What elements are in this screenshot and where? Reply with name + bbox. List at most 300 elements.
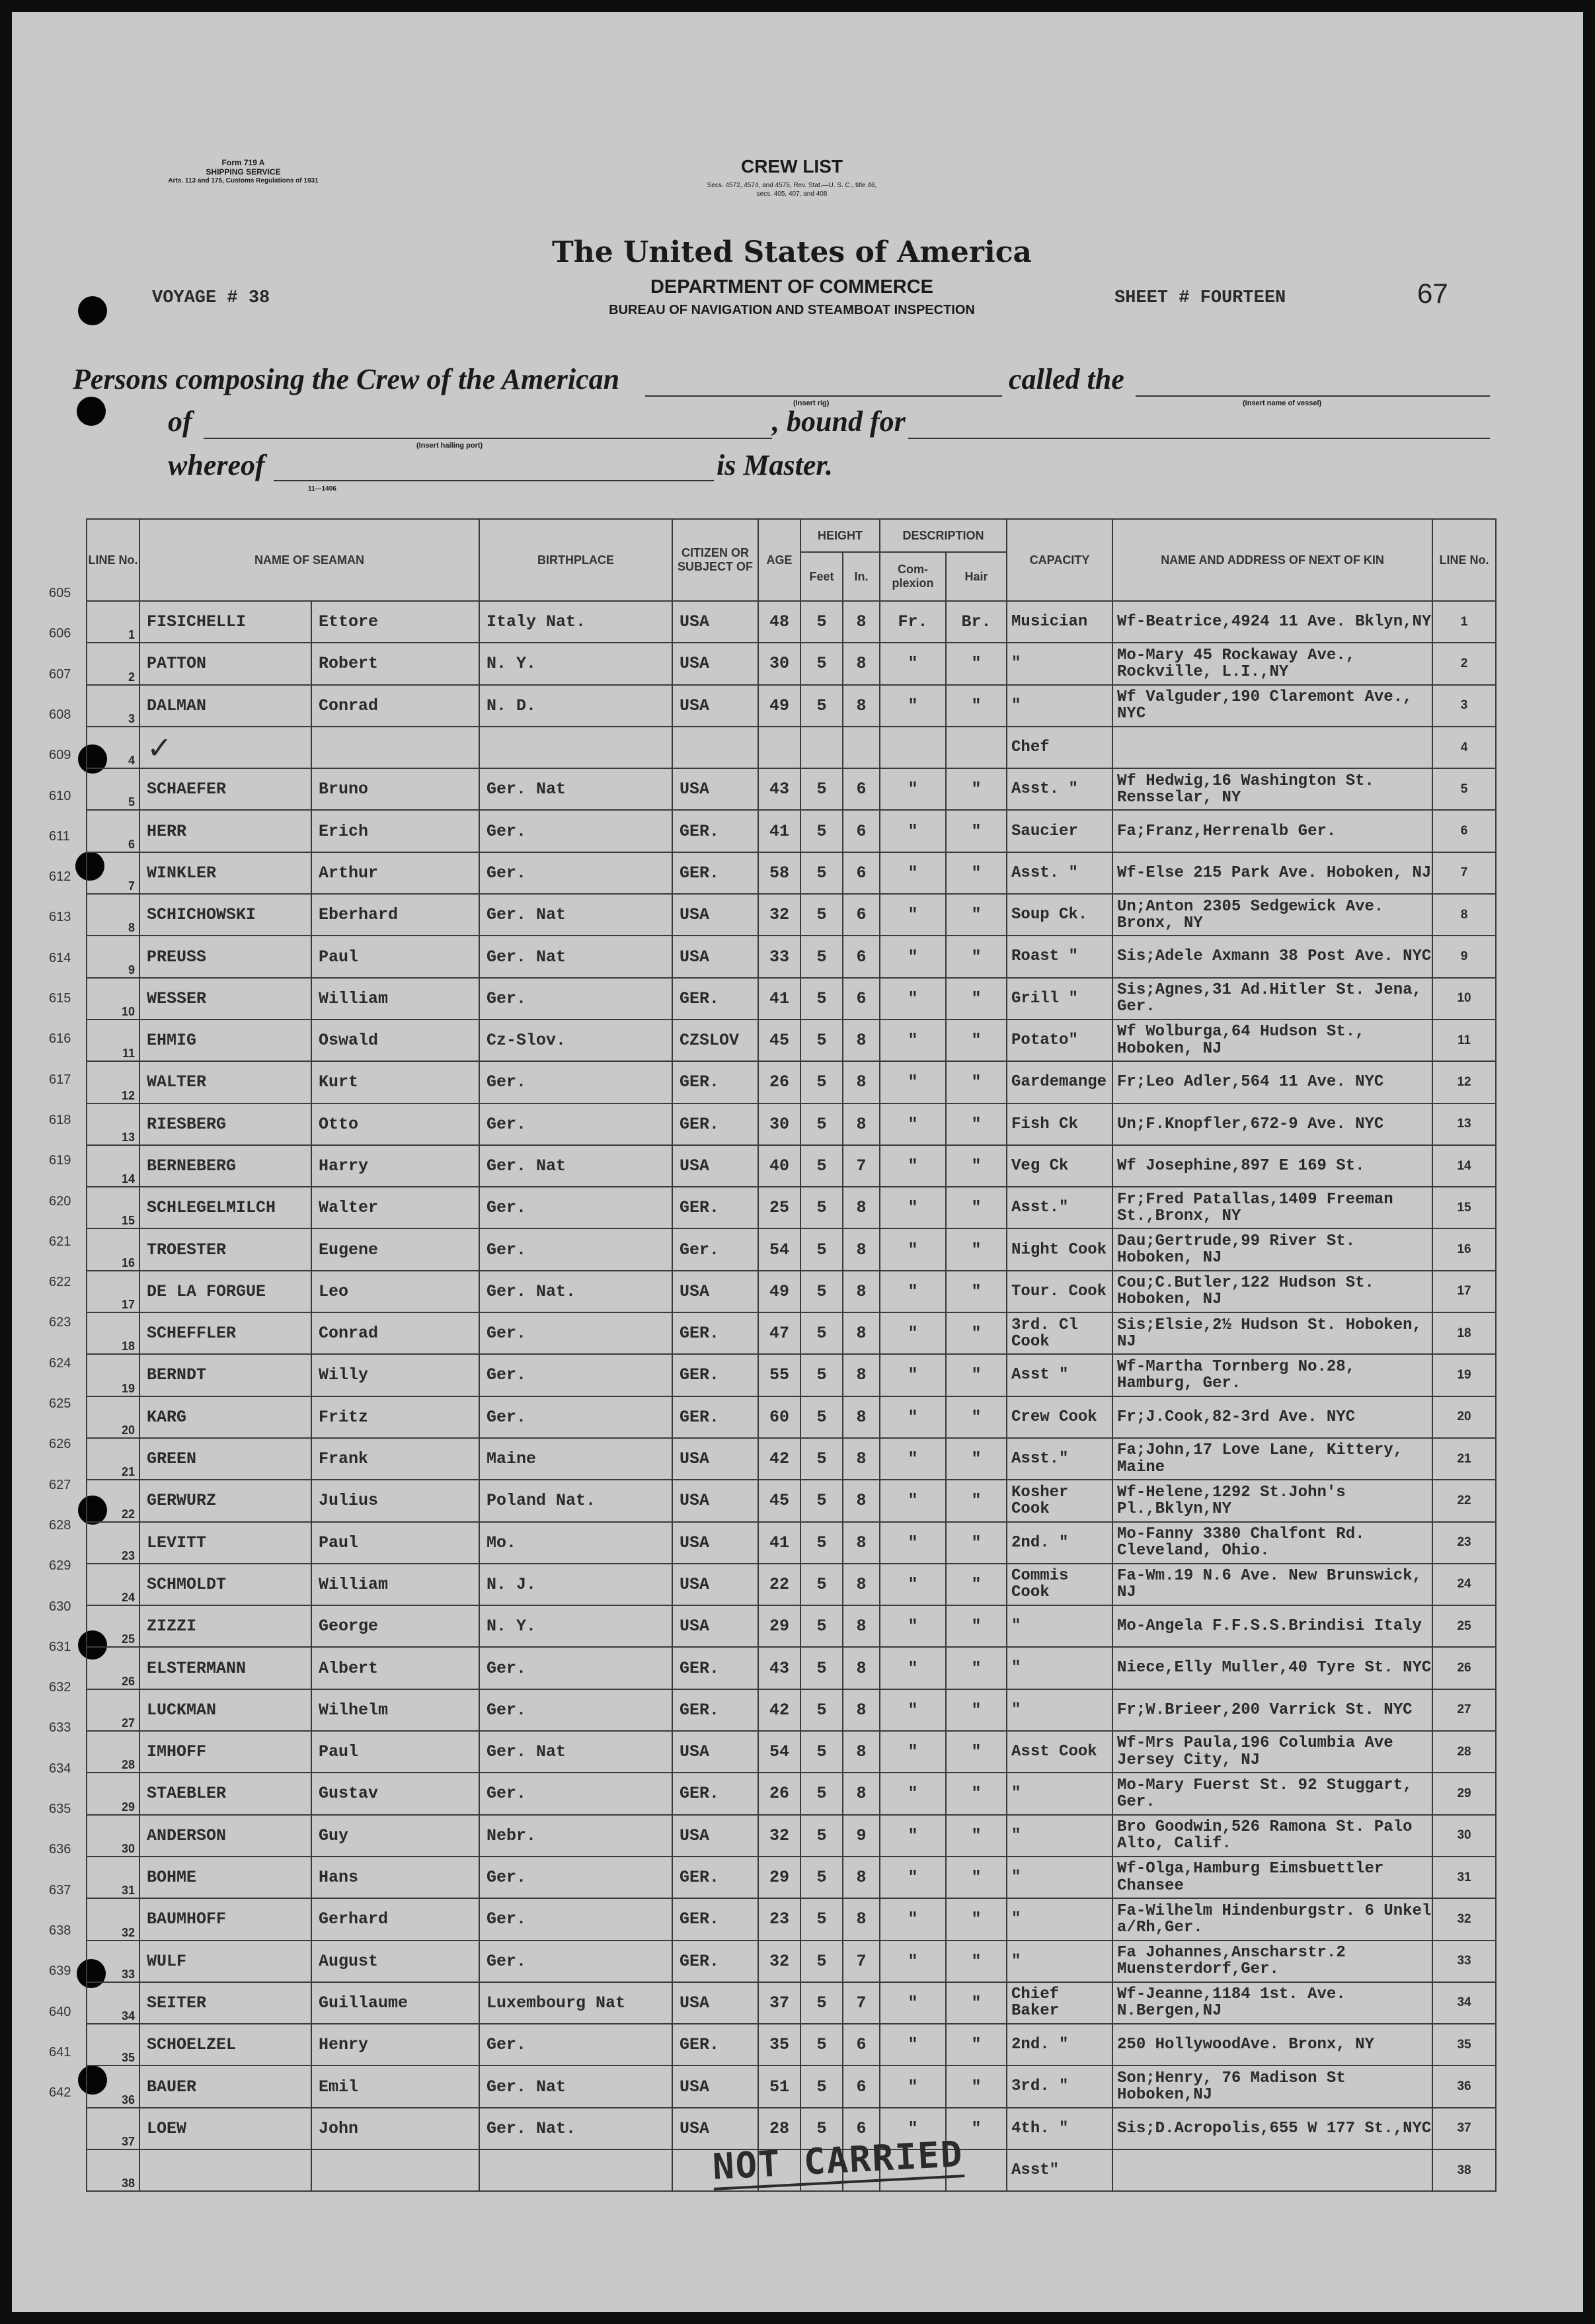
ledger-number: 615: [49, 991, 71, 1006]
bureau-heading: BUREAU OF NAVIGATION AND STEAMBOAT INSPECTION: [609, 303, 975, 317]
crew-line-number: 6: [87, 810, 139, 852]
form-code: 11—1406: [308, 485, 336, 493]
crew-next-of-kin: Niece,Elly Muller,40 Tyre St. NYC: [1112, 1647, 1432, 1689]
crew-given-name: Eugene: [311, 1228, 479, 1270]
crew-next-of-kin: Wf-Helene,1292 St.John's Pl.,Bklyn,NY: [1112, 1480, 1432, 1521]
crew-height-inches: 8: [843, 1061, 880, 1103]
crew-given-name: Otto: [311, 1103, 479, 1145]
crew-line-number-right: 1: [1432, 601, 1496, 643]
crew-line-number: 3: [87, 685, 139, 727]
crew-capacity: Chef: [1007, 727, 1112, 768]
crew-height-inches: 6: [843, 2108, 880, 2149]
crew-next-of-kin: [1112, 2149, 1432, 2191]
crew-height-inches: 8: [843, 1187, 880, 1228]
crew-height-feet: 5: [800, 1941, 843, 1982]
crew-citizenship: GER.: [672, 1773, 758, 1814]
crew-height-feet: 5: [800, 1731, 843, 1773]
col-hair: Hair: [946, 552, 1007, 601]
crew-line-number-right: 12: [1432, 1061, 1496, 1103]
crew-height-feet: 5: [800, 685, 843, 727]
crew-surname: ✓: [139, 727, 311, 768]
crew-capacity: ": [1007, 1815, 1112, 1857]
port-field-line: [204, 438, 772, 439]
crew-birthplace: N. J.: [479, 1564, 672, 1605]
crew-height-feet: 5: [800, 1020, 843, 1061]
crew-given-name: Paul: [311, 936, 479, 977]
crew-row: [87, 1564, 1496, 1605]
crew-complexion: ": [880, 978, 946, 1020]
crew-given-name: Harry: [311, 1145, 479, 1187]
crew-given-name: Henry: [311, 2024, 479, 2065]
ledger-number: 635: [49, 1802, 71, 1816]
crew-capacity: 2nd. ": [1007, 1522, 1112, 1564]
crew-birthplace: Ger.: [479, 1941, 672, 1982]
crew-row: [87, 1857, 1496, 1898]
crew-given-name: Willy: [311, 1354, 479, 1396]
crew-row: [87, 685, 1496, 727]
crew-surname: WULF: [139, 1941, 311, 1982]
crew-row: [87, 1815, 1496, 1857]
crew-given-name: Conrad: [311, 1312, 479, 1354]
ledger-number: 606: [49, 626, 71, 641]
crew-height-inches: 8: [843, 1564, 880, 1605]
crew-surname: DE LA FORGUE: [139, 1271, 311, 1312]
ledger-number: 639: [49, 1964, 71, 1979]
crew-given-name: Eberhard: [311, 894, 479, 936]
crew-row: [87, 852, 1496, 894]
crew-line-number-right: 17: [1432, 1271, 1496, 1312]
crew-next-of-kin: Wf-Jeanne,1184 1st. Ave. N.Bergen,NJ: [1112, 1982, 1432, 2024]
crew-line-number: 38: [87, 2149, 139, 2191]
crew-next-of-kin: Fr;W.Brieer,200 Varrick St. NYC: [1112, 1689, 1432, 1731]
crew-hair: ": [946, 1438, 1007, 1480]
crew-birthplace: Ger. Nat: [479, 894, 672, 936]
crew-birthplace: Ger.: [479, 1061, 672, 1103]
crew-age: 42: [758, 1438, 800, 1480]
crew-surname: ELSTERMANN: [139, 1647, 311, 1689]
crew-surname: BERNDT: [139, 1354, 311, 1396]
crew-next-of-kin: Mo-Mary Fuerst St. 92 Stuggart, Ger.: [1112, 1773, 1432, 1814]
crew-line-number-right: 5: [1432, 768, 1496, 810]
crew-row: [87, 1396, 1496, 1438]
crew-complexion: ": [880, 2065, 946, 2107]
crew-row: [87, 1103, 1496, 1145]
crew-height-feet: 5: [800, 810, 843, 852]
ledger-number: 616: [49, 1031, 71, 1047]
crew-hair: ": [946, 1731, 1007, 1773]
ledger-number: 608: [49, 707, 71, 722]
form-number: Form 719 A: [221, 158, 265, 167]
crew-surname: WESSER: [139, 978, 311, 1020]
department-heading: DEPARTMENT OF COMMERCE: [650, 276, 933, 298]
crew-surname: SCHLEGELMILCH: [139, 1187, 311, 1228]
crew-capacity: ": [1007, 1689, 1112, 1731]
crew-surname: SCHMOLDT: [139, 1564, 311, 1605]
crew-height-inches: 8: [843, 1857, 880, 1898]
crew-line-number: 27: [87, 1689, 139, 1731]
crew-birthplace: Ger.: [479, 810, 672, 852]
crew-birthplace: Poland Nat.: [479, 1480, 672, 1521]
crew-line-number: 9: [87, 936, 139, 977]
crew-surname: TROESTER: [139, 1228, 311, 1270]
crew-height-inches: 8: [843, 1773, 880, 1814]
crew-age: [758, 727, 800, 768]
crew-line-number: 19: [87, 1354, 139, 1396]
crew-complexion: ": [880, 1061, 946, 1103]
crew-height-inches: 8: [843, 1438, 880, 1480]
crew-hair: ": [946, 1187, 1007, 1228]
crew-next-of-kin: Wf Valguder,190 Claremont Ave., NYC: [1112, 685, 1432, 727]
crew-surname: EHMIG: [139, 1020, 311, 1061]
crew-citizenship: GER.: [672, 810, 758, 852]
col-capacity: CAPACITY: [1007, 519, 1112, 601]
crew-capacity: 3rd. Cl Cook: [1007, 1312, 1112, 1354]
crew-citizenship: USA: [672, 685, 758, 727]
crew-next-of-kin: Wf Josephine,897 E 169 St.: [1112, 1145, 1432, 1187]
crew-surname: IMHOFF: [139, 1731, 311, 1773]
ledger-number: 609: [49, 748, 71, 763]
crew-hair: ": [946, 1898, 1007, 1940]
crew-height-inches: 8: [843, 1480, 880, 1521]
crew-citizenship: USA: [672, 768, 758, 810]
crew-height-feet: 5: [800, 1564, 843, 1605]
crew-complexion: ": [880, 1815, 946, 1857]
crew-citizenship: USA: [672, 1982, 758, 2024]
crew-row: [87, 1271, 1496, 1312]
page-title: CREW LIST: [741, 156, 843, 177]
crew-age: 43: [758, 1647, 800, 1689]
crew-height-feet: 5: [800, 1061, 843, 1103]
crew-citizenship: GER.: [672, 1396, 758, 1438]
crew-next-of-kin: Sis;Adele Axmann 38 Post Ave. NYC: [1112, 936, 1432, 977]
crew-next-of-kin: Fr;J.Cook,82-3rd Ave. NYC: [1112, 1396, 1432, 1438]
crew-given-name: John: [311, 2108, 479, 2149]
crew-hair: ": [946, 1061, 1007, 1103]
page-number: 67: [1417, 278, 1448, 309]
crew-citizenship: GER.: [672, 1354, 758, 1396]
crew-given-name: William: [311, 978, 479, 1020]
crew-hair: ": [946, 1982, 1007, 2024]
crew-capacity: ": [1007, 1647, 1112, 1689]
crew-hair: ": [946, 2024, 1007, 2065]
ledger-number: 620: [49, 1193, 71, 1209]
crew-row: [87, 1354, 1496, 1396]
crew-surname: LUCKMAN: [139, 1689, 311, 1731]
crew-line-number: 14: [87, 1145, 139, 1187]
preamble-line3-right: is Master.: [717, 449, 834, 481]
rig-field-line: [645, 395, 1002, 397]
crew-hair: ": [946, 978, 1007, 1020]
crew-height-feet: 5: [800, 936, 843, 977]
crew-surname: DALMAN: [139, 685, 311, 727]
crew-row: [87, 1187, 1496, 1228]
crew-citizenship: CZSLOV: [672, 1020, 758, 1061]
crew-height-inches: 8: [843, 1522, 880, 1564]
crew-citizenship: GER.: [672, 978, 758, 1020]
crew-line-number: 4: [87, 727, 139, 768]
statute-reference: [607, 181, 977, 198]
ledger-number: 612: [49, 869, 71, 885]
crew-height-feet: 5: [800, 1396, 843, 1438]
crew-birthplace: Ger.: [479, 978, 672, 1020]
crew-line-number-right: 9: [1432, 936, 1496, 977]
crew-age: 28: [758, 2108, 800, 2149]
crew-age: 45: [758, 1480, 800, 1521]
ledger-number: 641: [49, 2044, 71, 2060]
crew-citizenship: GER.: [672, 1689, 758, 1731]
punch-hole-1: [78, 296, 107, 325]
crew-hair: ": [946, 1857, 1007, 1898]
crew-surname: FISICHELLI: [139, 601, 311, 643]
crew-line-number: 35: [87, 2024, 139, 2065]
crew-citizenship: USA: [672, 936, 758, 977]
col-name: NAME OF SEAMAN: [139, 519, 479, 601]
col-line-no: LINE No.: [87, 519, 139, 601]
crew-given-name: Walter: [311, 1187, 479, 1228]
crew-height-inches: 6: [843, 894, 880, 936]
crew-line-number-right: 8: [1432, 894, 1496, 936]
crew-line-number-right: 28: [1432, 1731, 1496, 1773]
crew-age: 47: [758, 1312, 800, 1354]
crew-height-inches: 6: [843, 810, 880, 852]
ledger-number: 629: [49, 1558, 71, 1574]
crew-row: [87, 1982, 1496, 2024]
crew-row: [87, 1061, 1496, 1103]
crew-age: 55: [758, 1354, 800, 1396]
crew-line-number: 25: [87, 1605, 139, 1647]
crew-list-sheet: [12, 12, 1583, 2312]
crew-citizenship: USA: [672, 1605, 758, 1647]
crew-citizenship: GER.: [672, 1312, 758, 1354]
crew-height-inches: [843, 727, 880, 768]
crew-age: 37: [758, 1982, 800, 2024]
crew-next-of-kin: Mo-Angela F.F.S.S.Brindisi Italy: [1112, 1605, 1432, 1647]
crew-hair: ": [946, 1312, 1007, 1354]
crew-height-feet: 5: [800, 894, 843, 936]
crew-height-feet: 5: [800, 2108, 843, 2149]
statute-line-2: secs. 405, 407, and 408: [756, 190, 828, 198]
crew-capacity: Asst. ": [1007, 768, 1112, 810]
crew-height-feet: 5: [800, 1982, 843, 2024]
crew-capacity: ": [1007, 1605, 1112, 1647]
crew-line-number-right: 3: [1432, 685, 1496, 727]
crew-height-inches: 6: [843, 768, 880, 810]
crew-capacity: Roast ": [1007, 936, 1112, 977]
crew-complexion: ": [880, 1187, 946, 1228]
crew-complexion: ": [880, 1982, 946, 2024]
crew-line-number-right: 30: [1432, 1815, 1496, 1857]
crew-citizenship: GER.: [672, 2024, 758, 2065]
crew-line-number: 31: [87, 1857, 139, 1898]
crew-height-inches: 8: [843, 1020, 880, 1061]
vessel-hint: (Insert name of vessel): [1243, 399, 1322, 407]
crew-height-inches: 8: [843, 1647, 880, 1689]
crew-complexion: ": [880, 1480, 946, 1521]
crew-birthplace: Luxembourg Nat: [479, 1982, 672, 2024]
crew-birthplace: Ger. Nat: [479, 768, 672, 810]
crew-citizenship: USA: [672, 894, 758, 936]
crew-line-number: 10: [87, 978, 139, 1020]
crew-age: 22: [758, 1564, 800, 1605]
crew-birthplace: Ger.: [479, 852, 672, 894]
crew-citizenship: GER.: [672, 1061, 758, 1103]
crew-height-feet: 5: [800, 2065, 843, 2107]
crew-surname: WINKLER: [139, 852, 311, 894]
crew-age: 49: [758, 1271, 800, 1312]
crew-line-number-right: 15: [1432, 1187, 1496, 1228]
crew-age: 49: [758, 685, 800, 727]
crew-line-number-right: 14: [1432, 1145, 1496, 1187]
crew-hair: ": [946, 685, 1007, 727]
crew-given-name: Robert: [311, 643, 479, 684]
crew-given-name: Gerhard: [311, 1898, 479, 1940]
crew-given-name: Guillaume: [311, 1982, 479, 2024]
crew-next-of-kin: Mo-Fanny 3380 Chalfont Rd. Cleveland, Ohio.: [1112, 1522, 1432, 1564]
crew-line-number: 18: [87, 1312, 139, 1354]
crew-capacity: ": [1007, 1773, 1112, 1814]
crew-hair: ": [946, 1773, 1007, 1814]
crew-next-of-kin: Mo-Mary 45 Rockaway Ave., Rockville, L.I.,NY: [1112, 643, 1432, 684]
crew-birthplace: Ger.: [479, 1312, 672, 1354]
crew-height-inches: 8: [843, 1898, 880, 1940]
crew-height-feet: 5: [800, 601, 843, 643]
crew-citizenship: USA: [672, 643, 758, 684]
crew-given-name: Paul: [311, 1731, 479, 1773]
crew-line-number-right: 18: [1432, 1312, 1496, 1354]
crew-line-number-right: 19: [1432, 1354, 1496, 1396]
crew-given-name: Julius: [311, 1480, 479, 1521]
crew-table: [86, 518, 1497, 2192]
ledger-number: 628: [49, 1517, 71, 1533]
crew-complexion: ": [880, 2024, 946, 2065]
crew-surname: [139, 2149, 311, 2191]
crew-line-number: 12: [87, 1061, 139, 1103]
crew-height-inches: 8: [843, 1731, 880, 1773]
crew-capacity: Soup Ck.: [1007, 894, 1112, 936]
crew-complexion: ": [880, 643, 946, 684]
crew-surname: STAEBLER: [139, 1773, 311, 1814]
ledger-number: 636: [49, 1842, 71, 1857]
crew-birthplace: Ger.: [479, 1228, 672, 1270]
crew-surname: GREEN: [139, 1438, 311, 1480]
crew-row: [87, 601, 1496, 643]
crew-height-feet: 5: [800, 1438, 843, 1480]
crew-next-of-kin: 250 HollywoodAve. Bronx, NY: [1112, 2024, 1432, 2065]
crew-next-of-kin: Wf Wolburga,64 Hudson St., Hoboken, NJ: [1112, 1020, 1432, 1061]
crew-height-inches: 8: [843, 1354, 880, 1396]
crew-row: [87, 1605, 1496, 1647]
crew-hair: ": [946, 1689, 1007, 1731]
crew-birthplace: [479, 2149, 672, 2191]
crew-given-name: Frank: [311, 1438, 479, 1480]
crew-complexion: ": [880, 1396, 946, 1438]
crew-age: 41: [758, 978, 800, 1020]
crew-hair: ": [946, 2065, 1007, 2107]
crew-capacity: Asst Cook: [1007, 1731, 1112, 1773]
crew-height-inches: 8: [843, 601, 880, 643]
crew-complexion: ": [880, 1773, 946, 1814]
crew-line-number: 32: [87, 1898, 139, 1940]
crew-row: [87, 1689, 1496, 1731]
crew-row: [87, 2024, 1496, 2065]
crew-height-feet: 5: [800, 768, 843, 810]
crew-given-name: Arthur: [311, 852, 479, 894]
crew-line-number: 23: [87, 1522, 139, 1564]
crew-line-number: 7: [87, 852, 139, 894]
crew-citizenship: USA: [672, 2108, 758, 2149]
crew-hair: ": [946, 1103, 1007, 1145]
crew-row: [87, 768, 1496, 810]
crew-height-feet: 5: [800, 1228, 843, 1270]
crew-complexion: ": [880, 1103, 946, 1145]
crew-complexion: [880, 727, 946, 768]
crew-line-number-right: 13: [1432, 1103, 1496, 1145]
crew-line-number: 30: [87, 1815, 139, 1857]
ledger-number: 640: [49, 2004, 71, 2019]
crew-given-name: Erich: [311, 810, 479, 852]
crew-height-feet: 5: [800, 1354, 843, 1396]
crew-line-number: 13: [87, 1103, 139, 1145]
crew-birthplace: Mo.: [479, 1522, 672, 1564]
crew-row: [87, 2065, 1496, 2107]
crew-line-number-right: 10: [1432, 978, 1496, 1020]
crew-given-name: Kurt: [311, 1061, 479, 1103]
crew-hair: ": [946, 1396, 1007, 1438]
crew-next-of-kin: Wf-Mrs Paula,196 Columbia Ave Jersey City, NJ: [1112, 1731, 1432, 1773]
crew-height-inches: 7: [843, 1982, 880, 2024]
crew-height-feet: 5: [800, 978, 843, 1020]
crew-height-feet: 5: [800, 1647, 843, 1689]
crew-complexion: ": [880, 1020, 946, 1061]
crew-next-of-kin: Wf Hedwig,16 Washington St. Rensselar, NY: [1112, 768, 1432, 810]
crew-next-of-kin: Fa;John,17 Love Lane, Kittery, Maine: [1112, 1438, 1432, 1480]
ledger-number: 632: [49, 1680, 71, 1695]
crew-birthplace: Ger.: [479, 1773, 672, 1814]
crew-line-number: 8: [87, 894, 139, 936]
crew-line-number: 34: [87, 1982, 139, 2024]
crew-surname: BERNEBERG: [139, 1145, 311, 1187]
crew-next-of-kin: [1112, 727, 1432, 768]
col-inches: In.: [843, 552, 880, 601]
crew-capacity: Grill ": [1007, 978, 1112, 1020]
crew-age: 60: [758, 1396, 800, 1438]
crew-height-inches: 8: [843, 1228, 880, 1270]
crew-line-number-right: 27: [1432, 1689, 1496, 1731]
crew-row: [87, 1773, 1496, 1814]
crew-height-inches: 9: [843, 1815, 880, 1857]
crew-row: [87, 1647, 1496, 1689]
crew-citizenship: GER.: [672, 1857, 758, 1898]
crew-row: [87, 1522, 1496, 1564]
crew-line-number: 37: [87, 2108, 139, 2149]
crew-birthplace: Ger. Nat.: [479, 1271, 672, 1312]
crew-line-number-right: 16: [1432, 1228, 1496, 1270]
crew-hair: ": [946, 1564, 1007, 1605]
crew-complexion: ": [880, 852, 946, 894]
crew-row: [87, 894, 1496, 936]
crew-height-inches: 8: [843, 1312, 880, 1354]
crew-line-number-right: 36: [1432, 2065, 1496, 2107]
crew-next-of-kin: Fa-Wilhelm Hindenburgstr. 6 Unkel a/Rh,Ger.: [1112, 1898, 1432, 1940]
crew-age: 41: [758, 810, 800, 852]
crew-surname: PREUSS: [139, 936, 311, 977]
crew-row: [87, 1731, 1496, 1773]
crew-next-of-kin: Son;Henry, 76 Madison St Hoboken,NJ: [1112, 2065, 1432, 2107]
crew-surname: ANDERSON: [139, 1815, 311, 1857]
crew-line-number-right: 20: [1432, 1396, 1496, 1438]
crew-surname: LOEW: [139, 2108, 311, 2149]
crew-surname: BAUMHOFF: [139, 1898, 311, 1940]
